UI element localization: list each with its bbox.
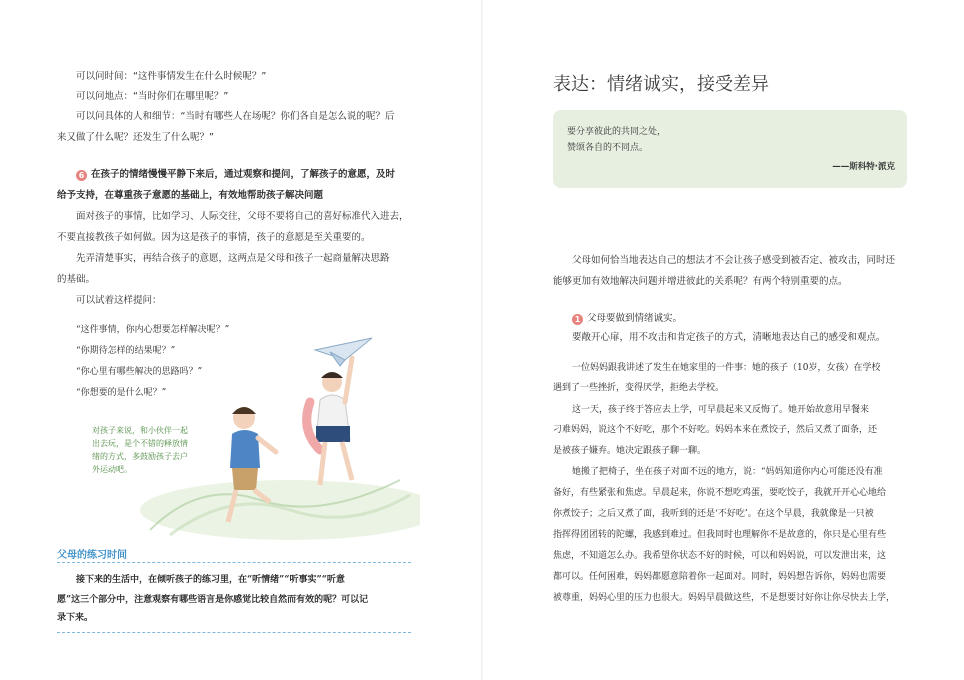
story-line: 指挥得团团转的陀螺，我感到难过。但我同时也理解你不是故意的，你只是心里有些 [553, 530, 887, 540]
step-heading: 1 父母要做到情绪诚实。 [572, 312, 682, 325]
text-line: 可以问地点：“当时你们在哪里呢？” [76, 91, 229, 102]
text-line: 可以问时间：“这件事情发生在什么时候呢？” [76, 71, 267, 82]
epigraph-line: 赞颂各自的不同点。 [567, 143, 649, 153]
epigraph-box [553, 110, 907, 188]
text-line: 要敞开心扉，用不攻击和肯定孩子的方式，清晰地表达自己的感受和观点。 [572, 332, 886, 343]
question-line: “你期待怎样的结果呢？” [76, 346, 176, 356]
paper-plane-icon [315, 338, 372, 366]
practice-line: 接下来的生活中，在倾听孩子的练习里，在“听情绪”“听事实”“听意 [76, 575, 345, 585]
text-line: 可以问具体的人和细节：“当时有哪些人在场呢？你们各自是怎么说的呢？后 [76, 111, 395, 122]
text-line: 不要直接教孩子如何做。因为这是孩子的事情，孩子的意愿是至关重要的。 [57, 232, 371, 243]
step-number-badge: 6 [76, 170, 87, 181]
step-number-badge: 1 [572, 314, 583, 325]
question-line: “你心里有哪些解决的思路吗？” [76, 367, 203, 377]
section-divider [57, 562, 411, 563]
story-line: 她搬了把椅子，坐在孩子对面不远的地方，说：“妈妈知道你内心可能还没有准 [572, 467, 883, 477]
text-line: 面对孩子的事情，比如学习、人际交往，父母不要将自己的喜好标准代入进去， [76, 211, 409, 222]
question-line: “这件事情，你内心想要怎样解决呢？” [76, 325, 230, 335]
practice-line: 愿”这三个部分中，注意观察有哪些语言是你感觉比较自然而有效的呢？可以记 [57, 595, 369, 605]
story-line: 刁难妈妈，说这个不好吃，那个不好吃。妈妈本来在煮饺子，然后又煮了面条，还 [553, 425, 878, 435]
practice-section-title: 父母的练习时间 [57, 550, 127, 561]
text-line: 父母如何恰当地表达自己的想法才不会让孩子感受到被否定、被攻击，同时还 [572, 255, 896, 266]
question-line: “你想要的是什么呢？” [76, 388, 167, 398]
chapter-title: 表达：情绪诚实，接受差异 [553, 74, 769, 95]
text-line: 给予支持，在尊重孩子意愿的基础上，有效地帮助孩子解决问题 [57, 190, 324, 201]
practice-line: 录下来。 [57, 613, 94, 623]
step-heading: 6 在孩子的情绪慢慢平静下来后，通过观察和提问，了解孩子的意愿，及时 [76, 168, 395, 181]
text-line: 能够更加有效地解决问题并增进彼此的关系呢？有两个特别重要的点。 [553, 276, 848, 287]
story-line: 是被孩子嫌弃。她决定跟孩子聊一聊。 [553, 446, 707, 456]
epigraph-line: 要分享彼此的共同之处， [567, 127, 667, 137]
story-line: 你煮饺子；之后又煮了面，我听到的还是‘不好吃’。在这个早晨，我就像是一只被 [553, 509, 874, 519]
story-line: 这一天，孩子终于答应去上学，可早晨起来又反悔了。她开始故意用早餐来 [572, 405, 870, 415]
story-line: 被尊重，妈妈心里的压力也很大。妈妈早晨做这些，不是想要讨好你让你尽快去上学， [553, 593, 896, 603]
text-line: 来又做了什么呢？还发生了什么呢？” [57, 132, 214, 143]
page-gutter [481, 0, 483, 680]
story-line: 备好，有些紧张和焦虑。早晨起来，你说不想吃鸡蛋，要吃饺子，我就开开心心地给 [553, 488, 887, 498]
epigraph-author: ——斯科特·派克 [832, 162, 895, 172]
illustration-caption: 对孩子来说，和小伙伴一起 出去玩，是个不错的释放情 绪的方式，多鼓励孩子去户 外运动吧。 [92, 426, 188, 474]
section-divider [57, 632, 411, 633]
story-line: 一位妈妈跟我讲述了发生在她家里的一件事：她的孩子（10岁，女孩）在学校 [572, 363, 881, 373]
text-line: 的基础。 [57, 274, 96, 285]
text-line: 先弄清楚事实，再结合孩子的意愿，这两点是父母和孩子一起商量解决思路 [76, 253, 390, 264]
story-line: 焦虑，不知道怎么办。我希望你状态不好的时候，可以和妈妈说，可以发泄出来，这 [553, 551, 887, 561]
text-line: 可以试着这样提问： [76, 295, 162, 306]
story-line: 遇到了一些挫折，变得厌学，拒绝去学校。 [553, 383, 725, 393]
story-line: 都可以。任何困难，妈妈都愿意陪着你一起面对。同时，妈妈想告诉你，妈妈也需要 [553, 572, 887, 582]
